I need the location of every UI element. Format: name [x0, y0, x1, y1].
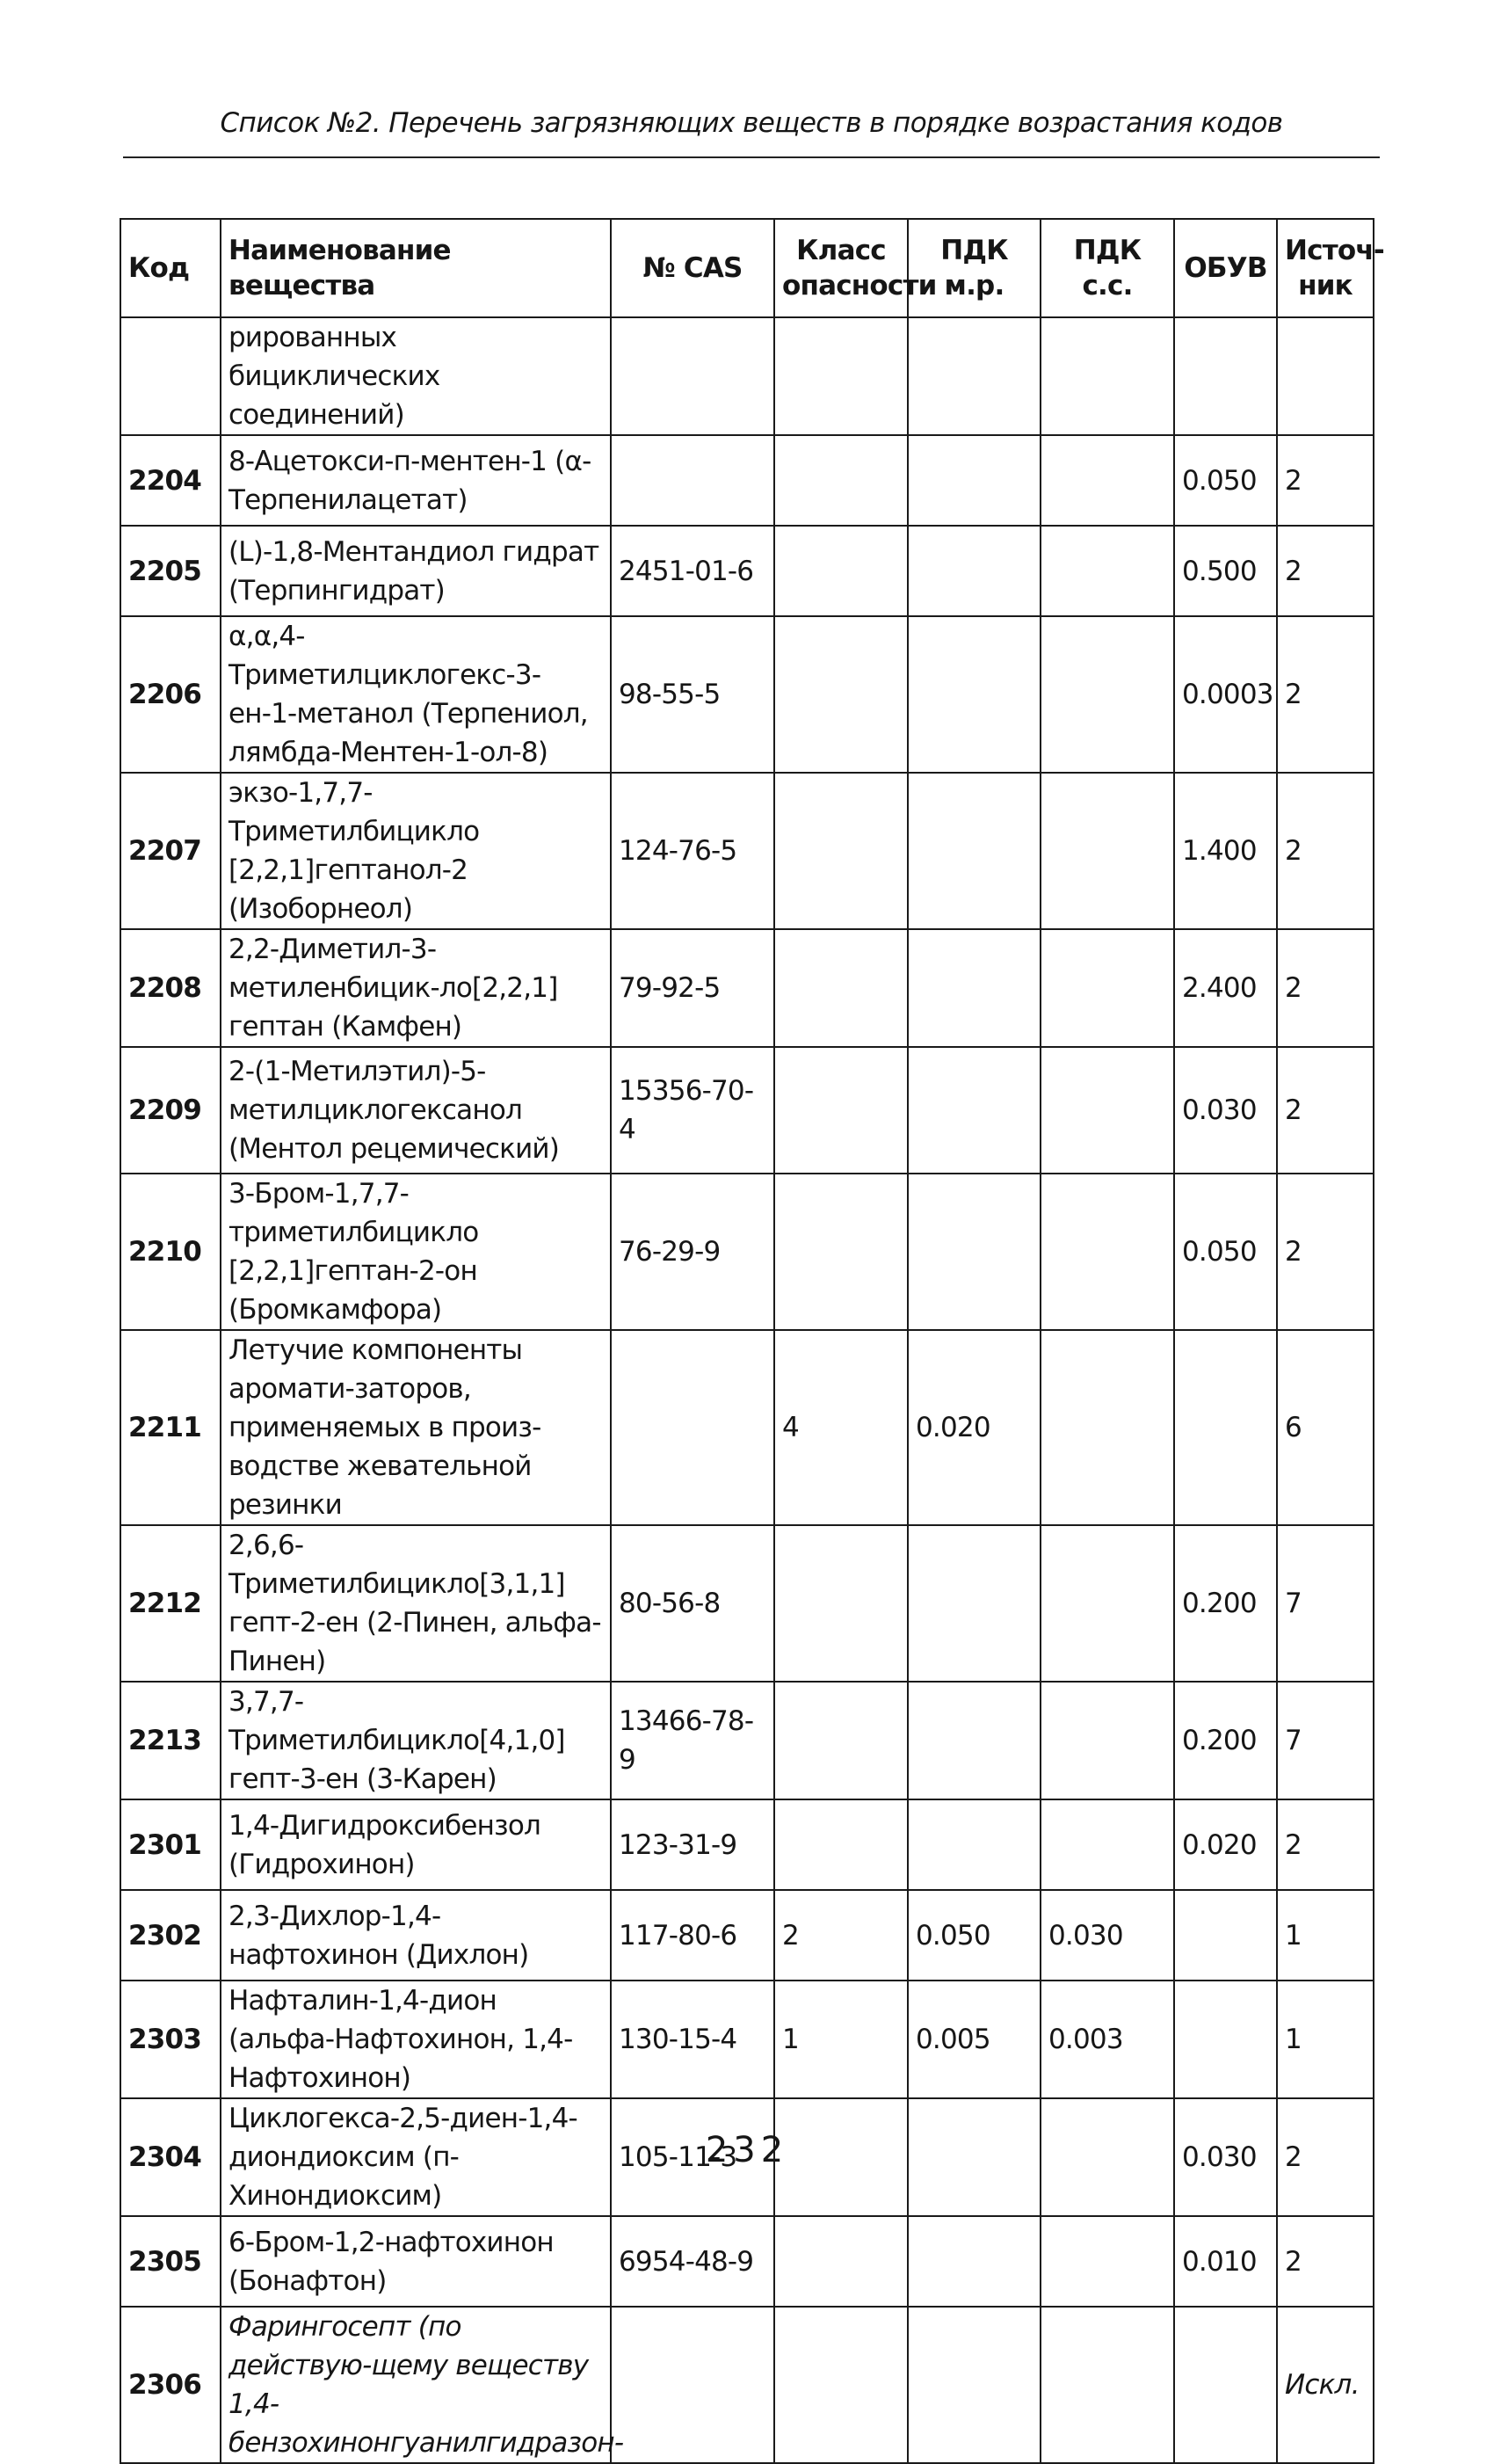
cell-code: 2301 — [120, 1799, 221, 1890]
cell-code: 2213 — [120, 1682, 221, 1799]
cell-cas: 13466-78-9 — [611, 1682, 774, 1799]
cell-code: 2305 — [120, 2216, 221, 2307]
cell-hazard-class: 4 — [774, 1330, 908, 1525]
running-header: Список №2. Перечень загрязняющих веществ в порядке возрастания кодов — [220, 107, 1283, 139]
cell-cas: 15356-70-4 — [611, 1047, 774, 1174]
cell-obuv: 0.050 — [1174, 435, 1277, 526]
cell-name: Циклогекса-2,5-диен-1,4-диондиоксим (п-Хинондиоксим) — [221, 2098, 611, 2216]
cell-source: Искл. — [1277, 2307, 1374, 2463]
table-row — [120, 773, 1374, 929]
cell-source — [1277, 317, 1374, 435]
cell-pdk-mr — [908, 317, 1041, 435]
cell-cas: 76-29-9 — [611, 1174, 774, 1330]
cell-source: 2 — [1277, 526, 1374, 616]
cell-name: 2-(1-Метилэтил)-5-метилциклогексанол (Ментол рецемический) — [221, 1047, 611, 1174]
cell-cas: 98-55-5 — [611, 616, 774, 773]
cell-name: 2,6,6-Триметилбицикло[3,1,1] гепт-2-ен (2-Пинен, альфа-Пинен) — [221, 1525, 611, 1682]
cell-obuv: 0.200 — [1174, 1682, 1277, 1799]
cell-name: 3-Бром-1,7,7-триметилбицикло [2,2,1]гептан-2-он (Бромкамфора) — [221, 1174, 611, 1330]
cell-obuv — [1174, 1890, 1277, 1981]
header-code: Код — [120, 219, 221, 317]
cell-pdk-ss — [1041, 2216, 1174, 2307]
cell-hazard-class — [774, 1682, 908, 1799]
table-row — [120, 929, 1374, 1047]
cell-cas — [611, 1330, 774, 1525]
cell-name: 8-Ацетокси-п-ментен-1 (α-Терпенилацетат) — [221, 435, 611, 526]
header-hazard-class: Класс опасности — [774, 219, 908, 317]
table-row — [120, 616, 1374, 773]
header-pdk-ss: ПДК с.с. — [1041, 219, 1174, 317]
cell-name: рированных бициклических соединений) — [221, 317, 611, 435]
cell-cas: 124-76-5 — [611, 773, 774, 929]
cell-pdk-mr — [908, 1174, 1041, 1330]
cell-pdk-mr — [908, 2307, 1041, 2463]
cell-hazard-class — [774, 1047, 908, 1174]
cell-hazard-class — [774, 2307, 908, 2463]
table-row — [120, 1330, 1374, 1525]
cell-pdk-ss — [1041, 435, 1174, 526]
table-row — [120, 1525, 1374, 1682]
cell-pdk-mr: 0.050 — [908, 1890, 1041, 1981]
cell-pdk-mr: 0.020 — [908, 1330, 1041, 1525]
cell-pdk-ss: 0.003 — [1041, 1981, 1174, 2098]
cell-source: 2 — [1277, 929, 1374, 1047]
cell-pdk-mr — [908, 616, 1041, 773]
cell-code: 2208 — [120, 929, 221, 1047]
cell-obuv: 0.020 — [1174, 1799, 1277, 1890]
cell-hazard-class — [774, 773, 908, 929]
cell-code: 2303 — [120, 1981, 221, 2098]
cell-pdk-ss — [1041, 616, 1174, 773]
cell-pdk-ss — [1041, 1799, 1174, 1890]
cell-name: 1,4-Дигидроксибензол (Гидрохинон) — [221, 1799, 611, 1890]
cell-hazard-class: 1 — [774, 1981, 908, 2098]
cell-name: экзо-1,7,7-Триметилбицикло [2,2,1]гептанол-2 (Изоборнеол) — [221, 773, 611, 929]
cell-pdk-mr — [908, 526, 1041, 616]
cell-cas: 80-56-8 — [611, 1525, 774, 1682]
cell-code: 2204 — [120, 435, 221, 526]
cell-source: 6 — [1277, 1330, 1374, 1525]
cell-pdk-mr — [908, 2216, 1041, 2307]
cell-code — [120, 317, 221, 435]
table-header-row — [120, 219, 1374, 317]
cell-source: 2 — [1277, 2216, 1374, 2307]
cell-hazard-class — [774, 616, 908, 773]
cell-source: 2 — [1277, 773, 1374, 929]
cell-pdk-mr — [908, 1682, 1041, 1799]
table-row — [120, 1174, 1374, 1330]
cell-obuv: 0.030 — [1174, 1047, 1277, 1174]
cell-source: 7 — [1277, 1525, 1374, 1682]
cell-obuv: 0.050 — [1174, 1174, 1277, 1330]
cell-code: 2209 — [120, 1047, 221, 1174]
table-row — [120, 1981, 1374, 2098]
cell-pdk-mr — [908, 929, 1041, 1047]
cell-source: 7 — [1277, 1682, 1374, 1799]
cell-pdk-mr — [908, 1799, 1041, 1890]
cell-obuv: 1.400 — [1174, 773, 1277, 929]
cell-pdk-ss — [1041, 526, 1174, 616]
header-obuv: ОБУВ — [1174, 219, 1277, 317]
cell-name: 2,3-Дихлор-1,4-нафтохинон (Дихлон) — [221, 1890, 611, 1981]
table-row — [120, 2216, 1374, 2307]
cell-pdk-ss — [1041, 317, 1174, 435]
header-source: Источ- ник — [1277, 219, 1374, 317]
table-row — [120, 317, 1374, 435]
cell-name: (L)-1,8-Ментандиол гидрат (Терпингидрат) — [221, 526, 611, 616]
cell-hazard-class — [774, 1525, 908, 1682]
cell-cas: 123-31-9 — [611, 1799, 774, 1890]
cell-hazard-class — [774, 2216, 908, 2307]
cell-pdk-mr — [908, 1525, 1041, 1682]
cell-pdk-mr: 0.005 — [908, 1981, 1041, 2098]
cell-name: Летучие компоненты аромати-заторов, применяемых в произ-водстве жевательной резинки — [221, 1330, 611, 1525]
cell-cas: 130-15-4 — [611, 1981, 774, 2098]
cell-code: 2206 — [120, 616, 221, 773]
cell-name: Фарингосепт (по действую-щему веществу 1,4-бензохинонгуанилгидразон- — [221, 2307, 611, 2463]
page-number: 232 — [705, 2130, 789, 2170]
table-row — [120, 1047, 1374, 1174]
table-row — [120, 2307, 1374, 2463]
cell-source: 2 — [1277, 1047, 1374, 1174]
cell-cas: 6954-48-9 — [611, 2216, 774, 2307]
cell-hazard-class — [774, 526, 908, 616]
header-cas: № CAS — [611, 219, 774, 317]
cell-source: 2 — [1277, 616, 1374, 773]
cell-name: 6-Бром-1,2-нафтохинон (Бонафтон) — [221, 2216, 611, 2307]
table-row — [120, 435, 1374, 526]
header-rule — [123, 156, 1380, 158]
cell-cas — [611, 2307, 774, 2463]
cell-obuv: 0.200 — [1174, 1525, 1277, 1682]
cell-hazard-class — [774, 929, 908, 1047]
cell-source: 2 — [1277, 1174, 1374, 1330]
cell-code: 2302 — [120, 1890, 221, 1981]
cell-pdk-ss — [1041, 2307, 1174, 2463]
cell-obuv: 0.500 — [1174, 526, 1277, 616]
cell-pdk-ss — [1041, 1174, 1174, 1330]
cell-cas: 117-80-6 — [611, 1890, 774, 1981]
table-row — [120, 1799, 1374, 1890]
cell-cas: 2451-01-6 — [611, 526, 774, 616]
cell-cas — [611, 317, 774, 435]
cell-name: 3,7,7-Триметилбицикло[4,1,0] гепт-3-ен (3-Карен) — [221, 1682, 611, 1799]
cell-code: 2306 — [120, 2307, 221, 2463]
cell-cas: 79-92-5 — [611, 929, 774, 1047]
cell-hazard-class — [774, 435, 908, 526]
cell-pdk-ss — [1041, 773, 1174, 929]
cell-obuv: 0.030 — [1174, 2098, 1277, 2216]
cell-hazard-class — [774, 1799, 908, 1890]
cell-source: 2 — [1277, 435, 1374, 526]
header-name: Наименование вещества — [221, 219, 611, 317]
table-row — [120, 1682, 1374, 1799]
cell-pdk-ss — [1041, 1047, 1174, 1174]
cell-name: Нафталин-1,4-дион (альфа-Нафтохинон, 1,4-Нафтохинон) — [221, 1981, 611, 2098]
cell-pdk-mr — [908, 435, 1041, 526]
cell-obuv: 0.010 — [1174, 2216, 1277, 2307]
cell-code: 2211 — [120, 1330, 221, 1525]
cell-pdk-ss: 0.030 — [1041, 1890, 1174, 1981]
cell-obuv — [1174, 1330, 1277, 1525]
cell-pdk-mr — [908, 773, 1041, 929]
cell-obuv — [1174, 1981, 1277, 2098]
cell-cas: 105-11-3 — [611, 2098, 774, 2216]
cell-obuv: 0.0003 — [1174, 616, 1277, 773]
cell-pdk-ss — [1041, 1682, 1174, 1799]
cell-hazard-class: 2 — [774, 1890, 908, 1981]
cell-source: 2 — [1277, 1799, 1374, 1890]
cell-code: 2210 — [120, 1174, 221, 1330]
cell-hazard-class — [774, 317, 908, 435]
cell-obuv — [1174, 317, 1277, 435]
table-row — [120, 1890, 1374, 1981]
cell-hazard-class — [774, 1174, 908, 1330]
cell-code: 2304 — [120, 2098, 221, 2216]
cell-code: 2205 — [120, 526, 221, 616]
cell-source: 2 — [1277, 2098, 1374, 2216]
cell-code: 2207 — [120, 773, 221, 929]
cell-cas — [611, 435, 774, 526]
cell-source: 1 — [1277, 1890, 1374, 1981]
pollutants-table — [120, 218, 1384, 2464]
cell-pdk-ss — [1041, 1330, 1174, 1525]
cell-obuv: 2.400 — [1174, 929, 1277, 1047]
cell-obuv — [1174, 2307, 1277, 2463]
cell-code: 2212 — [120, 1525, 221, 1682]
table-row — [120, 526, 1374, 616]
cell-name: 2,2-Диметил-3-метиленбицик-ло[2,2,1] гептан (Камфен) — [221, 929, 611, 1047]
cell-name: α,α,4-Триметилциклогекс-3-ен-1-метанол (Терпениол, лямбда-Ментен-1-ол-8) — [221, 616, 611, 773]
header-pdk-mr: ПДК м.р. — [908, 219, 1041, 317]
cell-source: 1 — [1277, 1981, 1374, 2098]
cell-pdk-ss — [1041, 929, 1174, 1047]
cell-pdk-ss — [1041, 1525, 1174, 1682]
cell-pdk-mr — [908, 1047, 1041, 1174]
